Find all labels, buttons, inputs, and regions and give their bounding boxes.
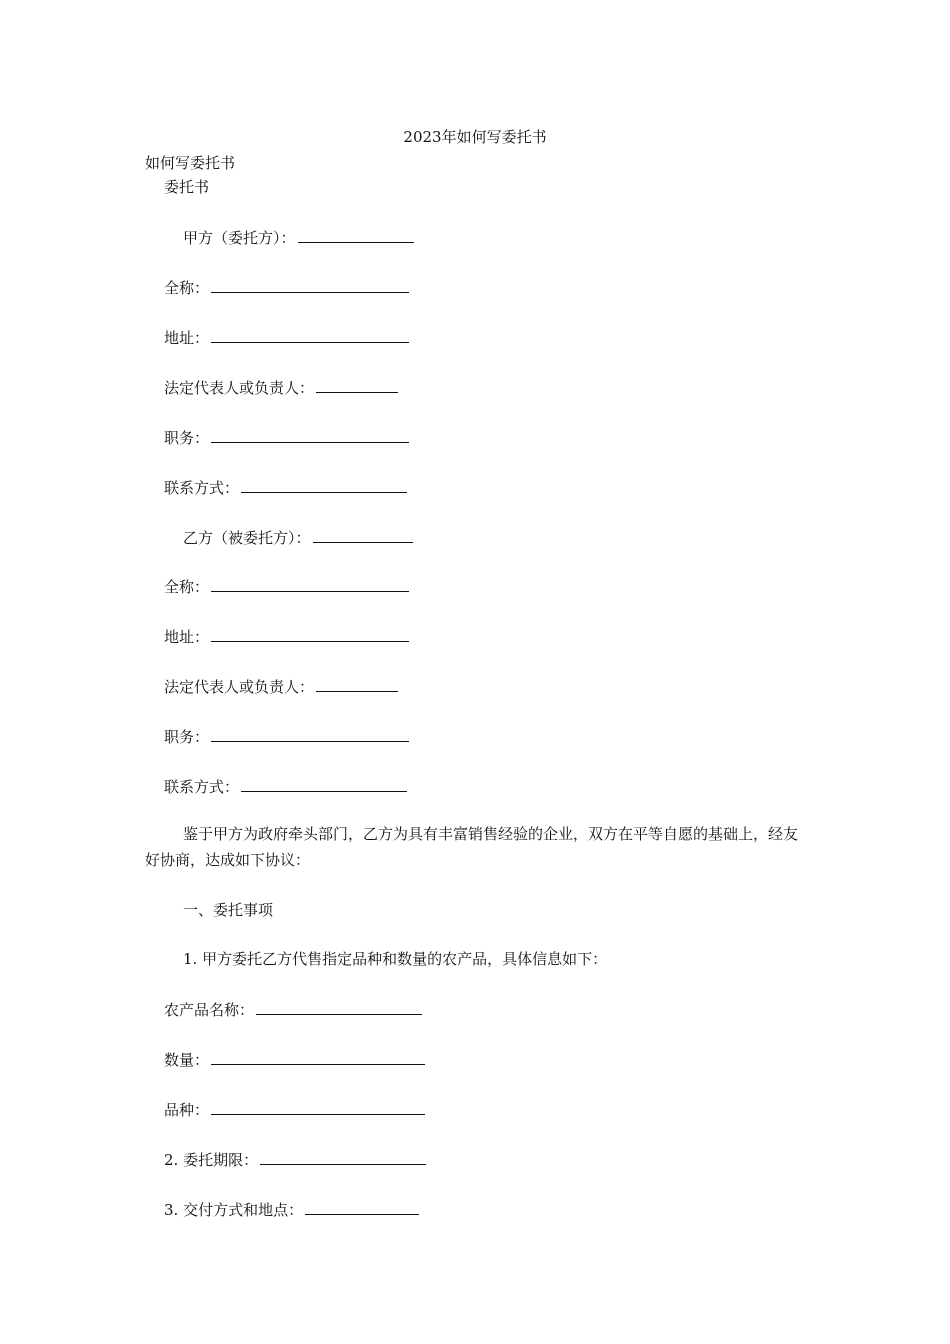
party-b-blank (313, 527, 413, 543)
party-b-contact-label: 联系方式： (164, 778, 240, 796)
section1-heading: 一、委托事项 (183, 901, 274, 919)
product-name-line (164, 999, 422, 1020)
party-a-contact-blank (241, 477, 407, 493)
delivery-line (164, 1199, 419, 1220)
party-a-contact-label: 联系方式： (164, 479, 240, 497)
intro-paragraph: 鉴于甲方为政府牵头部门，乙方为具有丰富销售经验的企业，双方在平等自愿的基础上，经友好协商，达成如下协议： (145, 825, 799, 869)
party-a-address-blank (211, 327, 409, 343)
party-a-rep-blank (316, 377, 398, 393)
party-b-name-line (164, 576, 409, 597)
variety-label: 品种： (164, 1101, 210, 1119)
delivery-blank (305, 1199, 419, 1215)
party-a-address-line (164, 327, 409, 348)
party-b-address-label: 地址： (164, 628, 210, 646)
delivery-label: 3. 交付方式和地点： (164, 1201, 304, 1219)
quantity-label: 数量： (164, 1051, 210, 1069)
party-b-rep-label: 法定代表人或负责人： (164, 678, 315, 696)
quantity-line (164, 1049, 425, 1070)
term-label: 2. 委托期限： (164, 1151, 259, 1169)
section1-item1: 1. 甲方委托乙方代售指定品种和数量的农产品，具体信息如下： (183, 950, 608, 968)
party-a-label: 甲方（委托方）： (183, 229, 296, 247)
party-a-rep-line (164, 377, 398, 398)
product-name-blank (256, 999, 422, 1015)
variety-line (164, 1099, 425, 1120)
party-a-name-line (164, 277, 409, 298)
party-b-label: 乙方（被委托方）： (183, 529, 311, 547)
party-b-name-blank (211, 576, 409, 592)
term-line (164, 1149, 426, 1170)
party-a-position-line (164, 427, 409, 448)
party-a-address-label: 地址： (164, 329, 210, 347)
party-b-position-label: 职务： (164, 728, 210, 746)
document-heading: 如何写委托书 (145, 154, 236, 172)
party-a-rep-label: 法定代表人或负责人： (164, 379, 315, 397)
party-b-line (183, 527, 413, 548)
party-b-address-line (164, 626, 409, 647)
document-title: 2023年如何写委托书 (403, 128, 547, 146)
party-b-rep-blank (316, 676, 398, 692)
party-a-contact-line (164, 477, 407, 498)
party-a-position-blank (211, 427, 409, 443)
party-b-position-line (164, 726, 409, 747)
party-b-address-blank (211, 626, 409, 642)
document-subheading: 委托书 (164, 178, 210, 196)
party-a-blank (298, 227, 414, 243)
variety-blank (211, 1099, 425, 1115)
party-b-rep-line (164, 676, 398, 697)
quantity-blank (211, 1049, 425, 1065)
term-blank (260, 1149, 426, 1165)
party-b-position-blank (211, 726, 409, 742)
party-a-position-label: 职务： (164, 429, 210, 447)
party-a-name-blank (211, 277, 409, 293)
party-b-contact-line (164, 776, 407, 797)
party-b-contact-blank (241, 776, 407, 792)
party-a-line (183, 227, 414, 248)
party-b-name-label: 全称： (164, 578, 210, 596)
party-a-name-label: 全称： (164, 279, 210, 297)
product-name-label: 农产品名称： (164, 1001, 255, 1019)
